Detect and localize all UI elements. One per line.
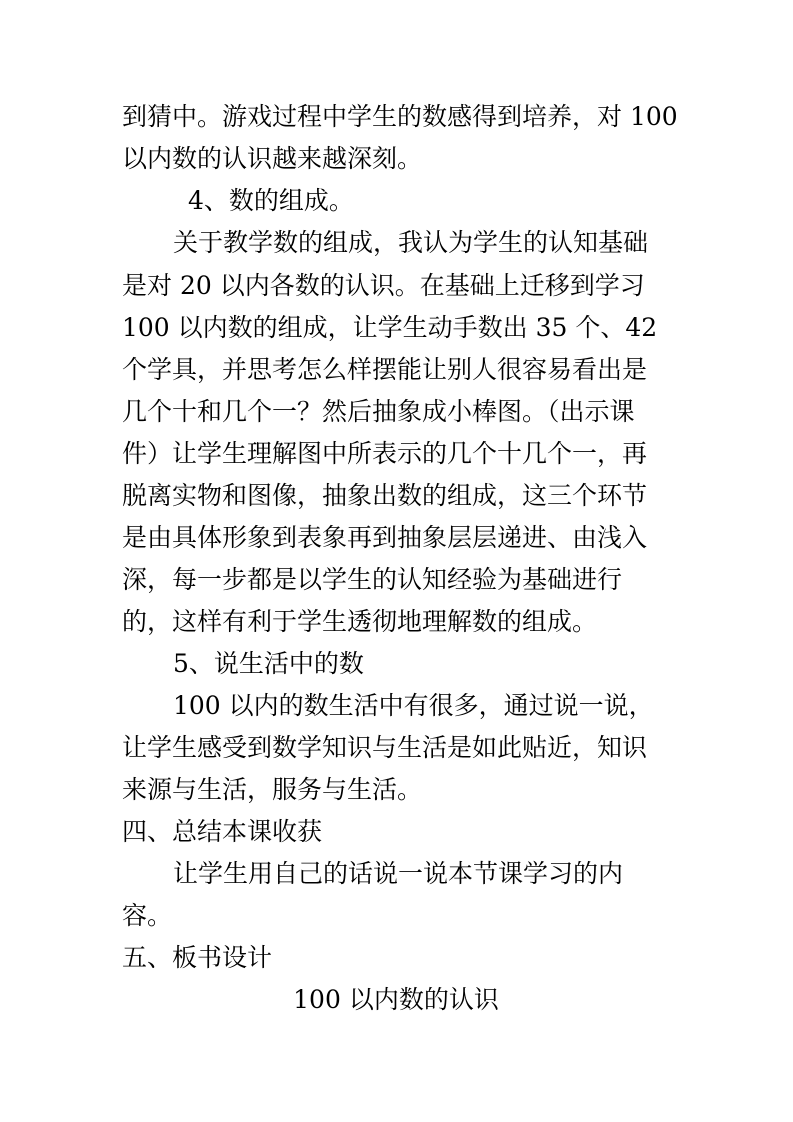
paragraph-line: 100 以内数的组成，让学生动手数出 35 个、42 <box>122 313 658 342</box>
section-heading-five: 五、板书设计 <box>122 943 273 972</box>
paragraph-line: 让学生感受到数学知识与生活是如此贴近，知识 <box>122 733 648 762</box>
paragraph-line: 以内数的认识越来越深刻。 <box>122 144 423 173</box>
paragraph-line: 几个十和几个一？然后抽象成小棒图。（出示课 <box>122 397 635 426</box>
section-heading-5: 5、说生活中的数 <box>173 649 364 678</box>
section-heading-4: 4、数的组成。 <box>188 186 354 215</box>
paragraph-line: 容。 <box>122 901 173 930</box>
paragraph-line: 100 以内的数生活中有很多，通过说一说， <box>173 691 654 720</box>
paragraph-line: 脱离实物和图像，抽象出数的组成，这三个环节 <box>122 481 648 510</box>
paragraph-line: 的，这样有利于学生透彻地理解数的组成。 <box>122 607 598 636</box>
paragraph-line: 来源与生活，服务与生活。 <box>122 775 423 804</box>
paragraph-line: 个学具，并思考怎么样摆能让别人很容易看出是 <box>122 355 648 384</box>
paragraph-line: 让学生用自己的话说一说本节课学习的内 <box>173 859 624 888</box>
section-heading-four: 四、总结本课收获 <box>122 817 323 846</box>
paragraph-line: 件）让学生理解图中所表示的几个十几个一，再 <box>122 439 648 468</box>
paragraph-line: 深，每一步都是以学生的认知经验为基础进行 <box>122 565 623 594</box>
board-title: 100 以内数的认识 <box>293 985 499 1014</box>
paragraph-line: 是对 20 以内各数的认识。在基础上迁移到学习 <box>122 271 645 300</box>
paragraph-line: 是由具体形象到表象再到抽象层层递进、由浅入 <box>122 523 648 552</box>
paragraph-line: 关于教学数的组成，我认为学生的认知基础 <box>173 228 649 257</box>
paragraph-line: 到猜中。游戏过程中学生的数感得到培养，对 100 <box>122 102 678 131</box>
